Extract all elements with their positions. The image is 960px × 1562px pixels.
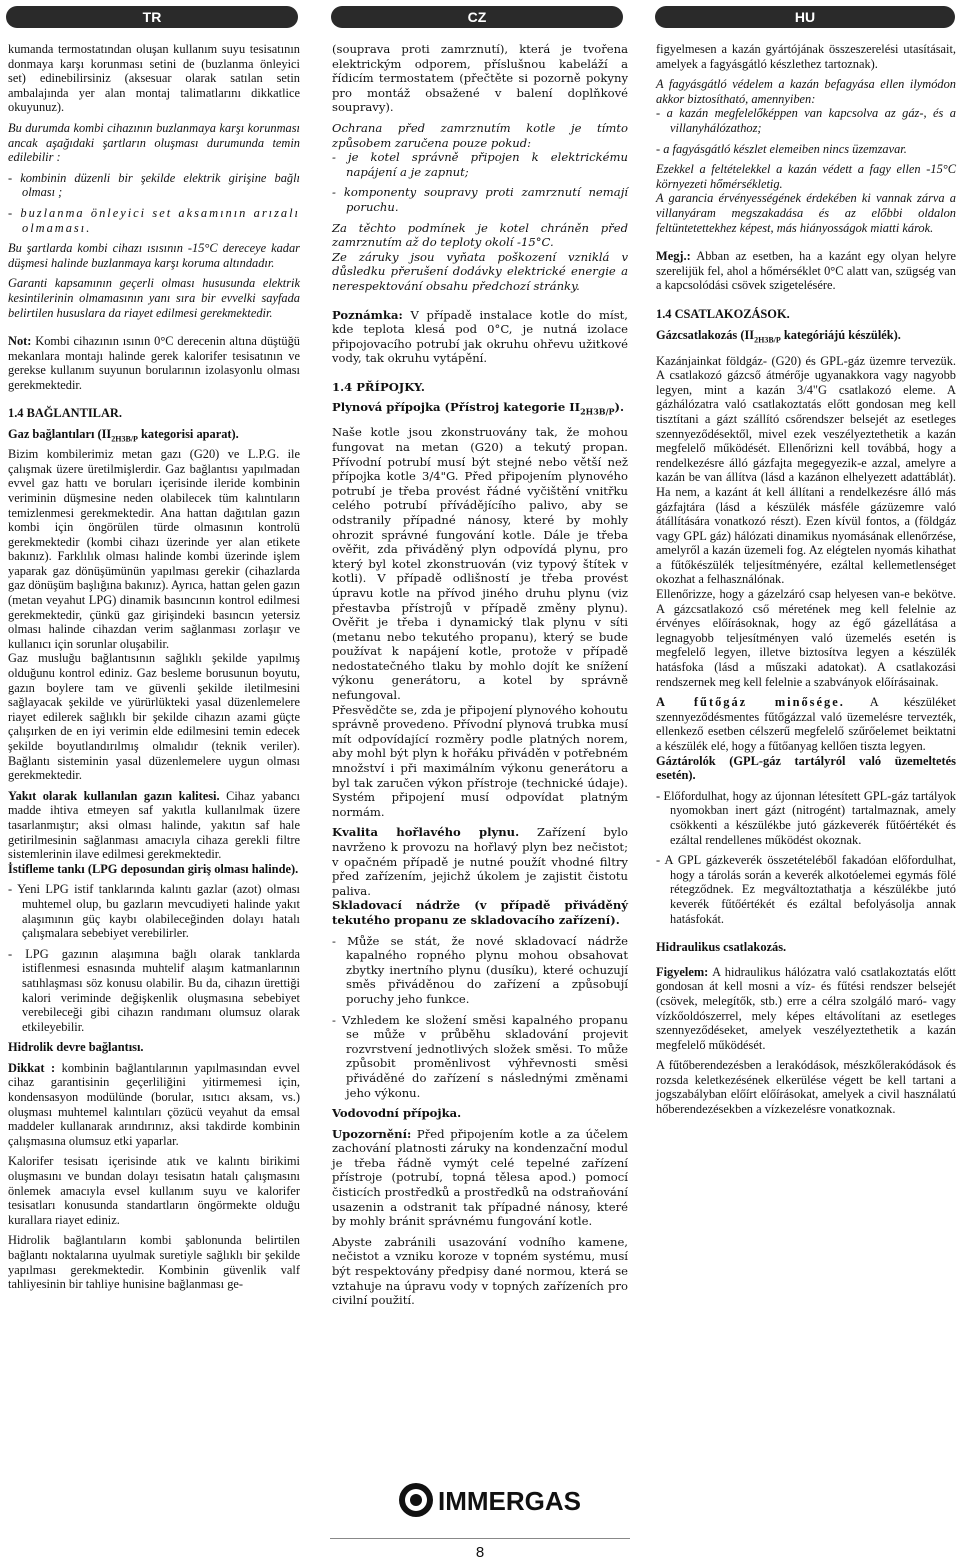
paragraph — [656, 965, 956, 1053]
paragraph: Gaz musluğu bağlantısının sağlıklı şekilde yapılmış olduğunu kontrol ediniz. Gaz besleme borusunun boyutu, gazın boylere tam ve güvenli şekilde iletilmesini sağlayacak şekilde ve yürürlükteki yasal düzenlemelere riayet edilerek sağlıklı bir şekilde cihazın azami güçte çalışırken de en iyi verimin elde edilmesini temin edecek şekilde boyutlandırılmış olmalıdır (teknik veriler). Bağlantı sisteminin yasal düzenlemelere uygun olması gerekmektedir. — [8, 651, 300, 783]
paragraph: Bu durumda kombi cihazının buzlanmaya karşı korunması ancak aşağıdaki şartların oluşması durumunda temin edilebilir : — [8, 120, 300, 165]
subheading-text: kategorisi aparat). — [137, 427, 239, 442]
list-item: - A GPL gázkeverék összetételéből fakadóan előfordulhat, hogy a tárolás során a keverék alkotóelemei egymás fölé rétegződnek. Ez megváltoztathatja a készülékbe jutó keverék fűtőértékét és ezáltal befolyásolja annak hatásfokát. — [656, 853, 956, 926]
list-item: - komponenty soupravy proti zamrznutí nemají poruchu. — [332, 185, 628, 214]
list-item: - Yeni LPG istif tanklarında kalıntı gazlar (azot) olması muhtemel olup, bu gazların mevcudiyeti halinde yakıt alaşımının güç kaybı olabileceğinden dolayı hatalı çalışmalara sebebiyet verebilirler. — [8, 882, 300, 941]
note-text: V případě instalace kotle do míst, kde teplota klesá pod 0°C, je nutná izolace připojovacího potrubí jak okruhu ohřevu užitkové vody, tak okruhu vytápění. — [332, 307, 628, 366]
subheading: Hidrolik devre bağlantısı. — [8, 1040, 144, 1055]
paragraph — [332, 825, 628, 898]
paragraph: Garanti kapsamının geçerli olması hususunda elektrik kesintilerinin olmamasının yanı sıra bir evvelki sayfada belirtilen hususlara da riayet edilmesi gerekmektedir. — [8, 276, 300, 320]
paragraph: Ezekkel a feltételekkel a kazán védett a fagy ellen -15°C környezeti hőmérsékletig. — [656, 162, 956, 191]
paragraph-text: Cihaz yabancı madde ihtiva etmeyen saf yakıtla kullanılmak üzere tasarlanmıştır; aksi olması halinde, yakıtın saf hale getirilmesinin sağlanması amacıyla cihaza gerekli filtre sistemlerinin ilave edilmesi gerekmektedir. — [8, 788, 300, 862]
subscript: 2H3B/P — [754, 334, 781, 344]
list-item: - Előfordulhat, hogy az újonnan létesített GPL-gáz tartályok nyomokban inert gázt (nitrogént) tartalmaznak, amely csökkenti a készülékbe jutó gázkeverék fűtőértékét és ezáltal rendellenes működést okoznak. — [656, 788, 956, 847]
paragraph-text: Před připojením kotle a za účelem zachování platnosti záruky na kondenzační modul je třeba řádně vymýt celé tepelné zařízení přístroje (potrubí, topná tělesa apod.) pomocí čisticích prostředků a prostředků na odstraňování usazenin a odstranit tak případné nánosy, které by mohly bránit správnému fungování kotle. — [332, 1126, 628, 1229]
list-item: - buzlanma önleyici set aksamının arızalı olmaması. — [8, 205, 300, 235]
section-heading: 1.4 CSATLAKOZÁSOK. — [656, 306, 790, 321]
list-item: - Může se stát, že nové skladovací nádrže kapalného ropného plynu mohou obsahovat zbytky inertního plynu (dusíku), které ochuzují směs přiváděnou do zařízení a způsobují poruchy jeho funkce. — [332, 933, 628, 1006]
list-item: - Vzhledem ke složení směsi kapalného propanu se může v průběhu skladování projevit rozvrstvení jednotlivých složek směsi. To může způsobit proměnlivost výhřevnosti směsi přiváděné do zařízení s následnými změnami jeho výkonu. — [332, 1012, 628, 1100]
immergas-logo — [396, 1480, 581, 1520]
paragraph — [8, 789, 300, 862]
paragraph-text: Zařízení bylo navrženo k provozu na hořlavý plyn bez nečistot; v opačném případě je nutné použít vhodné filtry před zařízením, jejichž úkolem je zajistit čistotu paliva. — [332, 825, 628, 898]
paragraph — [656, 249, 956, 293]
list-item: - kombinin düzenli bir şekilde elektrik girişine bağlı olması ; — [8, 170, 300, 200]
paragraph: Hidrolik bağlantıların kombi şablonunda belirtilen bağlantı noktalarına uyulmak suretiyle sağlıklı bir şekilde yapılması gerekmektedir. Kombinin güvenlik valf tahliyesinin bir tahliye hunisine bağlanması ge- — [8, 1233, 300, 1292]
paragraph: A fűtőberendezésben a lerakódások, mészkőlerakódások és rozsda keletkezésének elkerülése végett be kell tartani a jogszabályban előírt előírásokat, amelyek a civil használatú hőberendezésekben a vízkezelésre vonatkoznak. — [656, 1058, 956, 1117]
subheading-text: ). — [614, 400, 625, 415]
list-item: - LPG gazının alaşımına bağlı olarak tanklarda istiflenmesi esnasında muhtelif alaşım katmanlarının satıhlaşması söz konusu olabilir. Bu da, cihazın ürettiği kalori veriminde değişkenlik oluşmasına sebebiyet verebileceği gibi cihazın randımanı olumsuz olarak etkileyebilir. — [8, 946, 300, 1034]
page-number: 8 — [475, 1544, 485, 1561]
warning-label: Upozornění: — [332, 1126, 412, 1141]
column-cz — [332, 42, 628, 1314]
logo-text: IMMERGAS — [438, 1486, 581, 1516]
paragraph — [8, 1061, 300, 1149]
paragraph: Ochrana před zamrznutím kotle je tímto způsobem zaručena pouze pokud: — [332, 120, 628, 150]
list-item: - a fagyásgátló készlet elemeiben nincs üzemzavar. — [656, 141, 907, 156]
paragraph — [332, 308, 628, 366]
paragraph: A garancia érvényességének érdekében ki vannak zárva a villanyáram megszakadása és az előbbi oldalon feltüntetettekhez képest, más hiányosságok miatti károk. — [656, 191, 956, 235]
paragraph: A fagyásgátló védelem a kazán befagyása ellen ilymódon akkor biztosítható, amennyiben: — [656, 77, 956, 106]
subheading: Vodovodní přípojka. — [332, 1106, 462, 1121]
warning-label: Dikkat : — [8, 1060, 56, 1075]
column-tr — [8, 42, 300, 1298]
note-text: Kombi cihazının ısının 0°C derecenin altına düştüğü mekanlara montajı halinde gerek kalorifer tesisatının ve gerekse kullanım suyunun borularının izolasyonlu olması gerekmektedir. — [8, 334, 300, 392]
paragraph: Kalorifer tesisatı içerisinde atık ve kalıntı birikimi oluşmasını ve bundan dolayı tesisatın hatalı çalışmasını önlemek amacıyla evsel kullanım suyu ve kalorifer tesisatları konusunda standartların öngörmekte olduğu kurallara riayet ediniz. — [8, 1154, 300, 1227]
bold-lead: Kvalita hořlavého plynu. — [332, 825, 520, 840]
paragraph: kumanda termostatından oluşan kullanım suyu tesisatının donmaya karşı korunması setini de (buzlanma önleyici set) edinebilirsiniz (aksesuar olarak satılan setin ambalajında yer alan montaj talimatlarını dikkatlice okuyunuz). — [8, 42, 300, 115]
paragraph-text: A készüléket szennyeződésmentes fűtőgázzal való üzemelésre tervezték, ellenkező esetben célszerű megfelelő szűrőelemet beiktatni a készülék elé, hogy a fűtőanyag kellően tiszta legyen. — [656, 695, 956, 753]
bold-lead: A fűtőgáz minősége. — [656, 695, 845, 710]
paragraph: Naše kotle jsou zkonstruovány tak, že mohou fungovat na metan (G20) a tekutý propan. Přívodní potrubí musí být stejné nebo větší než přípojka kotle 3/4"G. Před připojením plynového potrubí je třeba provést řádné vyčištění vnitřku celého potrubí přívádějícího palivo, aby se odstranily případné nánosy, které by mohly ohrozit správné fungování kotle. Dále je třeba ověřit, zda přiváděný plyn odpovídá plynu, pro který byl kotel zkonstruován (viz typový štítek v kotli). V případě odlišností je třeba provést úpravu kotle na přívod jiného druhu plynu (viz přestavba přístrojů v případě změny plynu). Ověřit je třeba i dynamický tlak plynu v síti (metanu nebo tekutého propanu), který se bude používat k napájení kotle, protože v případě nedostatečného tlaku by mohlo dojít ke snížení výkonu generátoru, a kotel by správně nefungoval. — [332, 425, 628, 703]
paragraph-text: A hidraulikus hálózatra való csatlakoztatás előtt gondosan át kell mosni a víz- és fűtési rendszer belsejét (csövek, melegítők, stb.) erre a célra szolgáló maró- vagy vízkőoldószerrel, mely képes eltávolítani az esetleges szennyeződéseket, amelyek veszélyeztethetik a kazán megfelelő működését. — [656, 964, 956, 1052]
list-item: - je kotel správně připojen k elektrickému napájení a je zapnut; — [332, 150, 628, 179]
paragraph: Přesvědčte se, zda je připojení plynového kohoutu správně provedeno. Přívodní plynová trubka musí mít odpovídající rozměry podle platných norem, aby mohl být plyn k hořáku přiváděn v potřebném množství i při maximálním výkonu generátoru a byl tak zaručen výkon přístroje (technické údaje). Systém připojení musí odpovídat platným normám. — [332, 702, 628, 819]
subheading-text: kategóriájú készülék). — [780, 327, 901, 342]
paragraph: (souprava proti zamrznutí), která je tvořena elektrickým odporem, příslušnou kabeláží a řídicím termostatem (přečtěte si pozorně pokyny pro montáž obsažené v balení doplňkové soupravy). — [332, 42, 628, 115]
paragraph: Bu şartlarda kombi cihazı ısısının -15°C dereceye kadar düşmesi halinde buzlanmaya karşı koruma altındadır. — [8, 241, 300, 270]
paragraph: Bizim kombilerimiz metan gazı (G20) ve L.P.G. ile çalışmak üzere üretilmişlerdir. Gaz bağlantısı yapılmadan evvel gaz hattı ve boruları içerisinde ileride kombinin veriminin düşmesine neden olabilecek tüm kalıntıların temizlenmesi gerekmektedir. Ana hattan dağıtılan gazın kombi için öngörülen türde olmasının kontrolü gerekmektedir (kombi cihazı üzerinde yer alan etikete bakınız). Farklılık olması halinde kombi üzerinde işlem yaparak gaz dönüşümünün yapılması gerekir (cihazlarda gaz dönüşüm başlığına bakınız). Ayrıca, hattan gelen gazın (metan veyahut LPG) dinamik basıncının kontrol edilmesi gerekmektedir, çünkü gaz girişindeki basıncın yetersiz olması halinde cihazdan verim sağlanması zorlaşır ve kullanıcı için sorunlar oluşabilir. — [8, 447, 300, 651]
subheading-text: Gaz bağlantıları (II — [8, 427, 112, 442]
warning-label: Figyelem: — [656, 964, 709, 979]
tab-tr: TR — [6, 6, 298, 28]
subscript: 2H3B/P — [111, 434, 138, 444]
paragraph: Ze záruky jsou vyňata poškození vzniklá v důsledku přerušení dodávky elektrické energie a nerespektování obsahu předchozí stránky. — [332, 249, 628, 293]
note-text: Abban az esetben, ha a kazánt egy olyan helyre szerelijük fel, ahol a hőmérséklet 0°C alatt van, szügség van a kapcsolódási csövek szigetelésére. — [656, 249, 956, 293]
paragraph: figyelmesen a kazán gyártójának összeszerelési utasításait, amelyek a fagyásgátló készlethez tartoznak). — [656, 42, 956, 71]
section-heading: 1.4 PŘÍPOJKY. — [332, 379, 425, 394]
section-heading: 1.4 BAĞLANTILAR. — [8, 406, 122, 421]
tab-cz: CZ — [331, 6, 623, 28]
tab-hu: HU — [655, 6, 955, 28]
subheading — [8, 427, 300, 447]
note-label: Not: — [8, 334, 32, 349]
subheading-text: Plynová přípojka (Přístroj kategorie II — [332, 400, 581, 415]
paragraph — [8, 334, 300, 392]
note-label: Poznámka: — [332, 307, 403, 322]
subheading — [656, 328, 956, 348]
column-hu — [656, 42, 956, 1123]
footer-divider — [330, 1538, 630, 1539]
list-item: - a kazán megfelelőképpen van kapcsolva az gáz-, és a villanyhálózathoz; — [656, 106, 956, 135]
subheading: Skladovací nádrže (v případě přiváděný tekutého propanu ze skladovacího zařízení). — [332, 898, 628, 927]
paragraph: Za těchto podmínek je kotel chráněn před zamrznutím až do teploty okolí -15°C. — [332, 220, 628, 250]
paragraph-text: kombinin bağlantılarının yapılmasından evvel cihaz garantisinin geçerliliğini yitirmemesi için, kondensasyon modülünde (borular, ısıtıcı aksam, vs.) oluşması muhtemel kalıntıları çözücü veyahut da emsal maddeler kullanarak arındırınız, aksi takdirde kombinin çalışmasına olumsuz etki yaparlar. — [8, 1060, 300, 1148]
subheading — [332, 400, 628, 419]
subheading: Gáztárolók (GPL-gáz tartályról való üzemeltetés esetén). — [656, 753, 956, 783]
paragraph — [332, 1127, 628, 1229]
bold-lead: Yakıt olarak kullanılan gazın kalitesi. — [8, 788, 220, 803]
subheading: İstifleme tankı (LPG deposundan giriş olması halinde). — [8, 861, 299, 876]
subheading-text: Gázcsatlakozás (II — [656, 327, 755, 342]
subheading: Hidraulikus csatlakozás. — [656, 940, 787, 955]
paragraph: Ellenőrizze, hogy a gázelzáró csap helyesen van-e bekötve. A gázcsatlakozó cső méretének meg kell felelnie az érvényes előírásoknak, hogy az égő gázellátása a legnagyobb teljesítményen való üzemelés esetén is megfelelő legyen, illetve biztosítva legyen a készülék hatásfoka (lásd a műszaki adatokat). A csatlakozási rendszernek meg kell felelnie a szabványok előírásainak. — [656, 587, 956, 689]
paragraph: Abyste zabránili usazování vodního kamene, nečistot a vzniku koroze v topném systému, musí být respektovány předpisy dané normou, která se vztahuje na úpravu vody v topných zařízeních pro civilní použití. — [332, 1234, 628, 1308]
subscript: 2H3B/P — [580, 406, 615, 417]
paragraph — [656, 695, 956, 753]
note-label: Megj.: — [656, 249, 691, 264]
paragraph: Kazánjainkat földgáz- (G20) és GPL-gáz üzemre tervezük. A csatlakozó gázcső átmérője ugyanakkora vagy nagyobb legyen, mint a kazán 3/4"G csatlakozó eleme. A gázhálózatra való csatlakoztatás előtt gondosan meg kell tisztítani a gázt szállító csőrendszer belsejét az esetleges szennyeződésektől, mivel ezek veszélyeztethetik a kazán megfelelő működését. Ellenőrizni kell továbbá, hogy a rendelkezésre álló gázfajta megegyezik-e azzal, amelyre a kazán be van állítva (lásd a kazánon elhelyezett adattáblát). Ha nem, a kazánt át kell állítani a rendelkezésre álló más gázfajtára (lásd a készülék másféle gázüzemre való átállítására vonatkozó részt). Ezen kívül fontos, a (földgáz vagy GPL gáz) hálózati dinamikus nyomásának ellenőrzése, amelyről a kazán üzemeli fog. Az elégtelen nyomás kihathat a fűtőkészülék teljesítményére, ezáltal kellemetlenséget okozhat a felhasználónak. — [656, 353, 956, 587]
